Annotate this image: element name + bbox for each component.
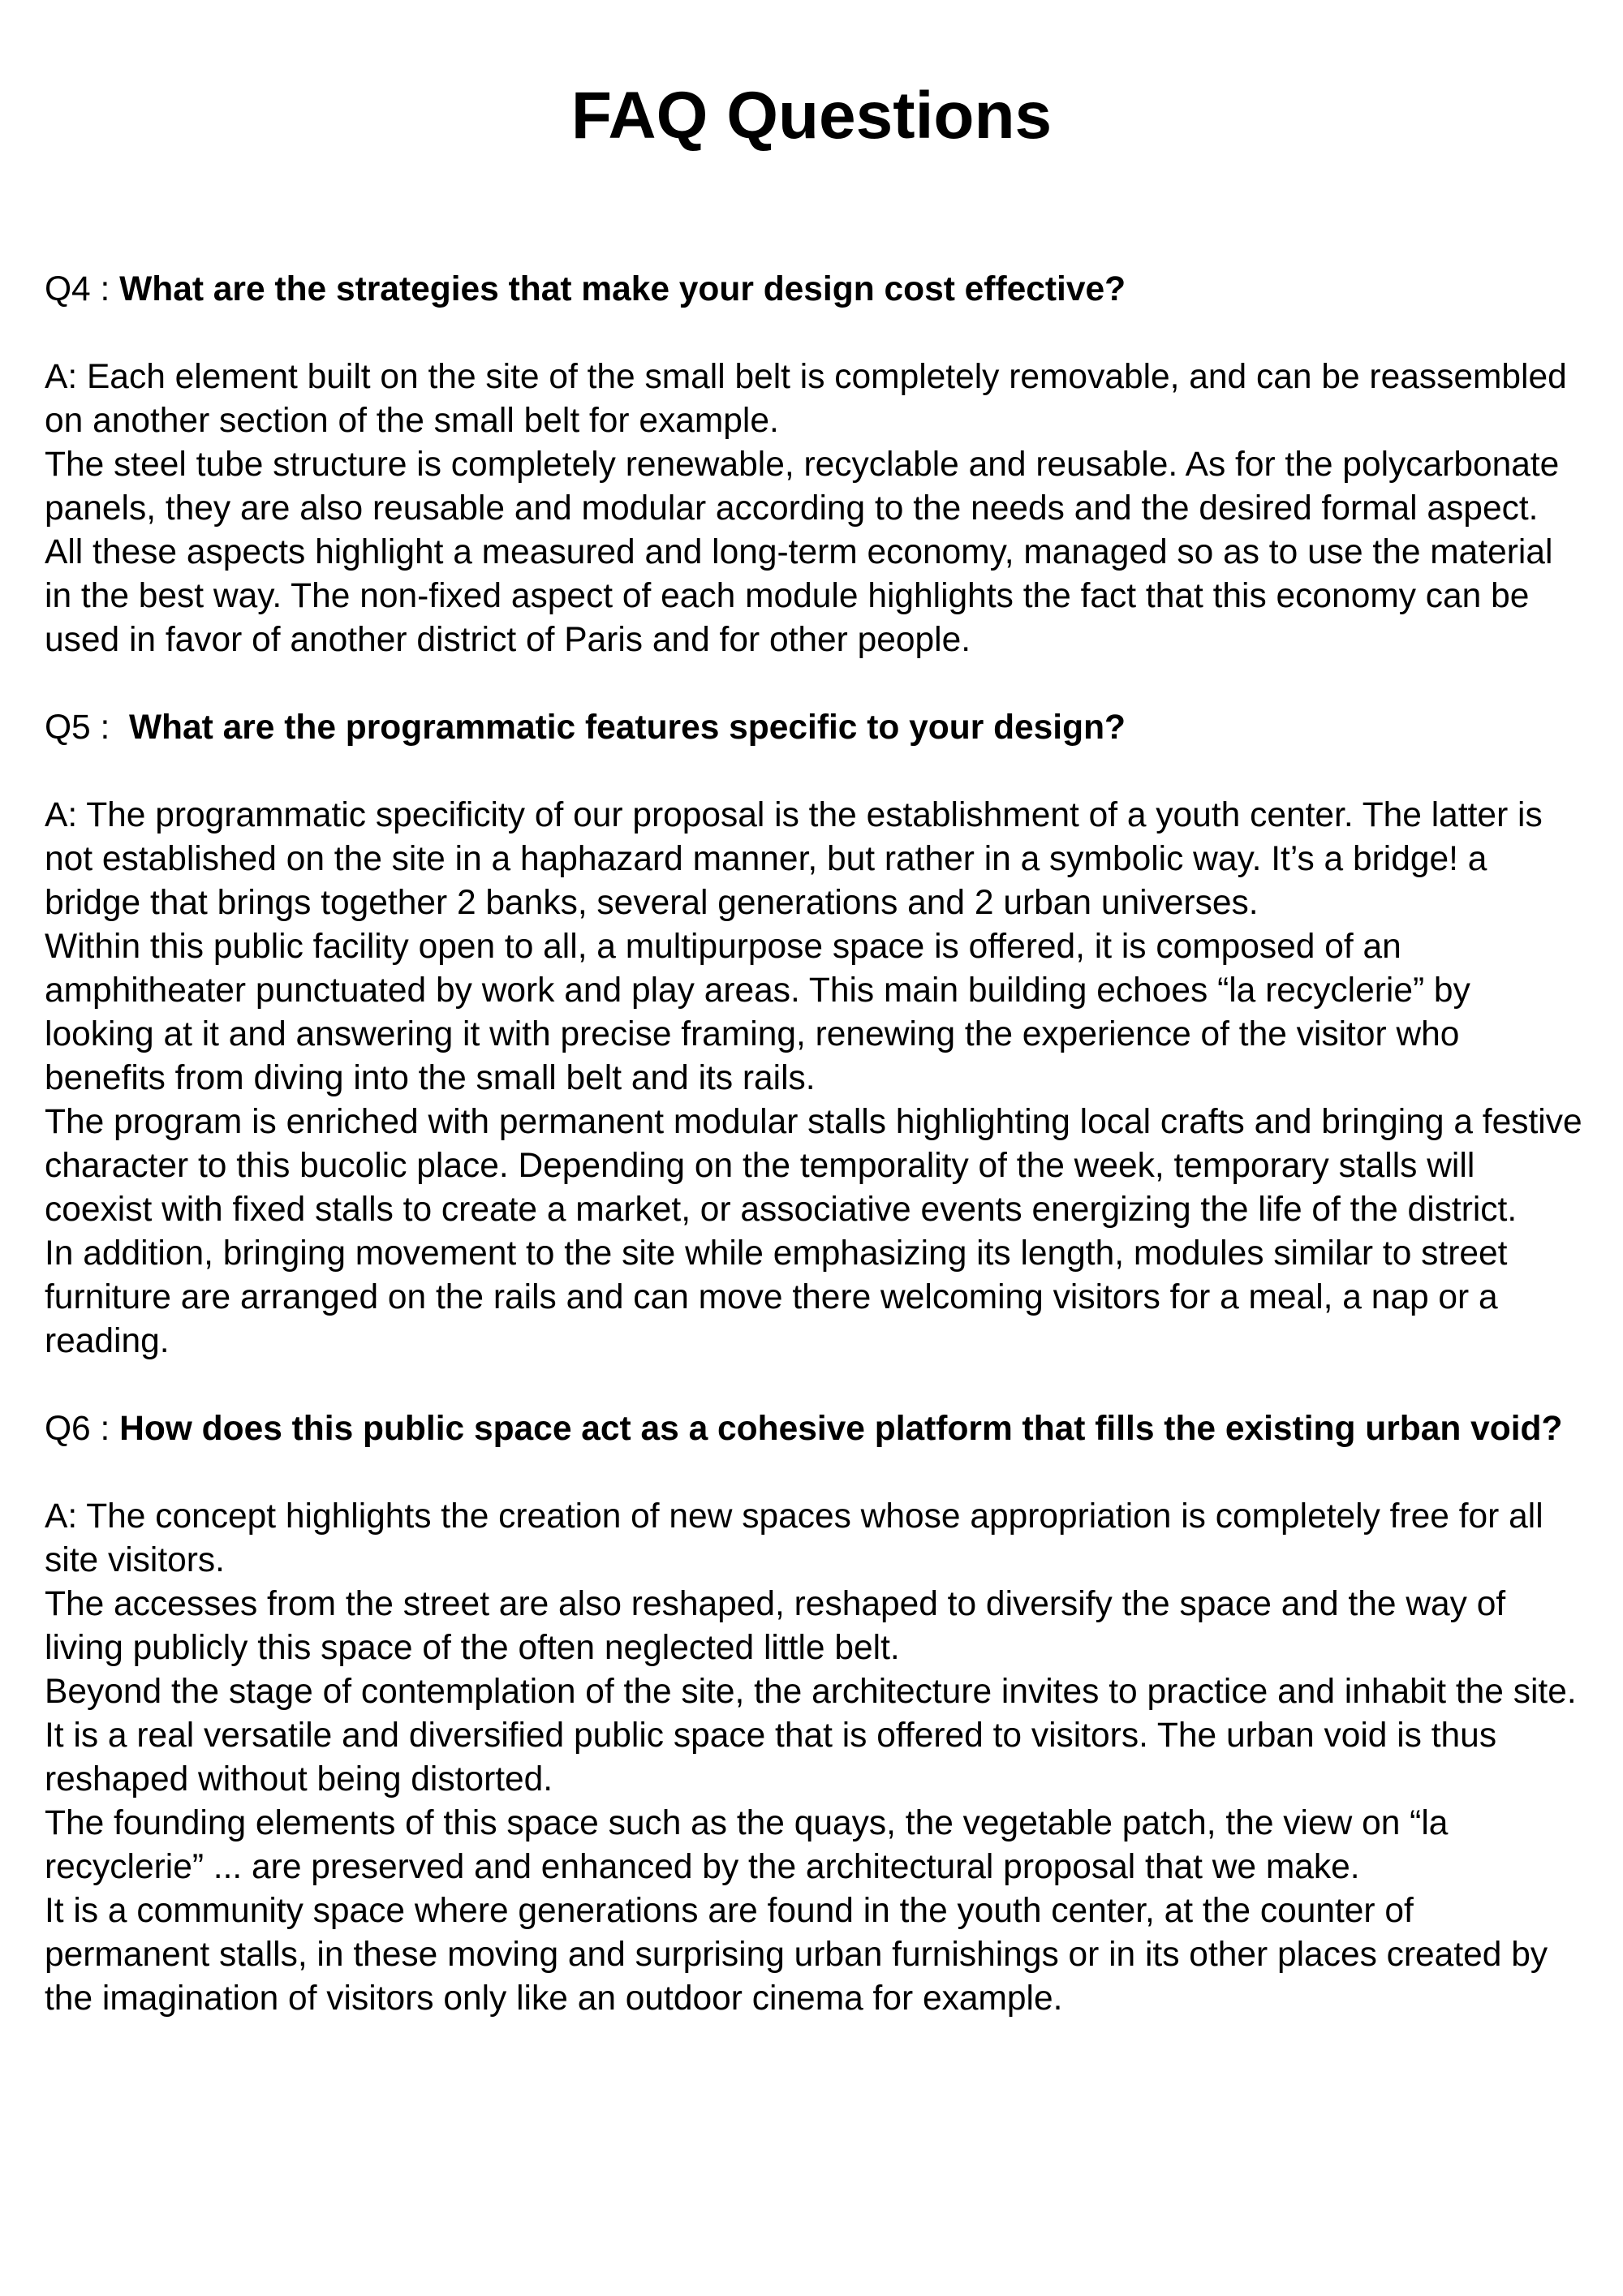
question-label: Q4 : xyxy=(45,270,120,308)
question-text: What are the programmatic features specific to your design? xyxy=(128,709,1126,747)
answer-paragraph: The accesses from the street are also reshaped, reshaped to diversify the space and the way of living publicly this space of the often neglected little belt. xyxy=(45,1585,1506,1667)
answer-paragraph: Within this public facility open to all, a multipurpose space is offered, it is composed of an amphitheater punctuated by work and play areas. This main building echoes “la recyclerie” by looking at it and answering it with precise framing, renewing the experience of the visitor who benefits from diving into the small belt and its rails. xyxy=(45,928,1470,1097)
faq-item-q6 xyxy=(45,1407,1586,2021)
question-text: How does this public space act as a cohesive platform that fills the existing urban void? xyxy=(119,1410,1563,1448)
question-q5 xyxy=(45,706,1586,750)
question-q4 xyxy=(45,268,1586,312)
question-label: Q5 : xyxy=(45,709,129,747)
faq-item-q4 xyxy=(45,268,1586,662)
answer-q4 xyxy=(45,355,1586,662)
answer-paragraph: Beyond the stage of contemplation of the site, the architecture invites to practice and inhabit the site. It is a real versatile and diversified public space that is offered to visitors. The urban void is thus reshaped without being distorted. xyxy=(45,1673,1577,1798)
answer-paragraph: The founding elements of this space such as the quays, the vegetable patch, the view on “la recyclerie” ... are preserved and enhanced by the architectural proposal that we make. xyxy=(45,1804,1449,1886)
answer-q5 xyxy=(45,794,1586,1363)
question-text: What are the strategies that make your design cost effective? xyxy=(119,270,1126,308)
answer-paragraph: All these aspects highlight a measured and long-term economy, managed so as to use the material in the best way. The non-fixed aspect of each module highlights the fact that this economy can be used in favor of another district of Paris and for other people. xyxy=(45,533,1553,659)
answer-paragraph: A: Each element built on the site of the small belt is completely removable, and can be reassembled on another section of the small belt for example. xyxy=(45,358,1567,440)
answer-paragraph: The program is enriched with permanent modular stalls highlighting local crafts and bringing a festive character to this bucolic place. Depending on the temporality of the week, temporary stalls will coexist with fixed stalls to create a market, or associative events energizing the life of the district. xyxy=(45,1103,1582,1229)
question-label: Q6 : xyxy=(45,1410,120,1448)
faq-item-q5 xyxy=(45,706,1586,1363)
answer-paragraph: In addition, bringing movement to the site while emphasizing its length, modules similar to street furniture are arranged on the rails and can move there welcoming visitors for a meal, a nap or a reading. xyxy=(45,1234,1508,1360)
faq-list xyxy=(45,268,1586,2021)
answer-paragraph: The steel tube structure is completely renewable, recyclable and reusable. As for the polycarbonate panels, they are also reusable and modular according to the needs and the desired formal aspect. xyxy=(45,446,1560,528)
answer-paragraph: A: The programmatic specificity of our proposal is the establishment of a youth center. The latter is not established on the site in a haphazard manner, but rather in a symbolic way. It’s a bridge! a bridge that brings together 2 banks, several generations and 2 urban universes. xyxy=(45,796,1543,922)
question-q6 xyxy=(45,1407,1586,1451)
answer-paragraph: It is a community space where generations are found in the youth center, at the counter of permanent stalls, in these moving and surprising urban furnishings or in its other places created by the imagination of visitors only like an outdoor cinema for example. xyxy=(45,1892,1548,2018)
answer-q6 xyxy=(45,1495,1586,2021)
answer-paragraph: A: The concept highlights the creation of new spaces whose appropriation is completely free for all site visitors. xyxy=(45,1497,1543,1579)
page-title: FAQ Questions xyxy=(570,79,1053,153)
